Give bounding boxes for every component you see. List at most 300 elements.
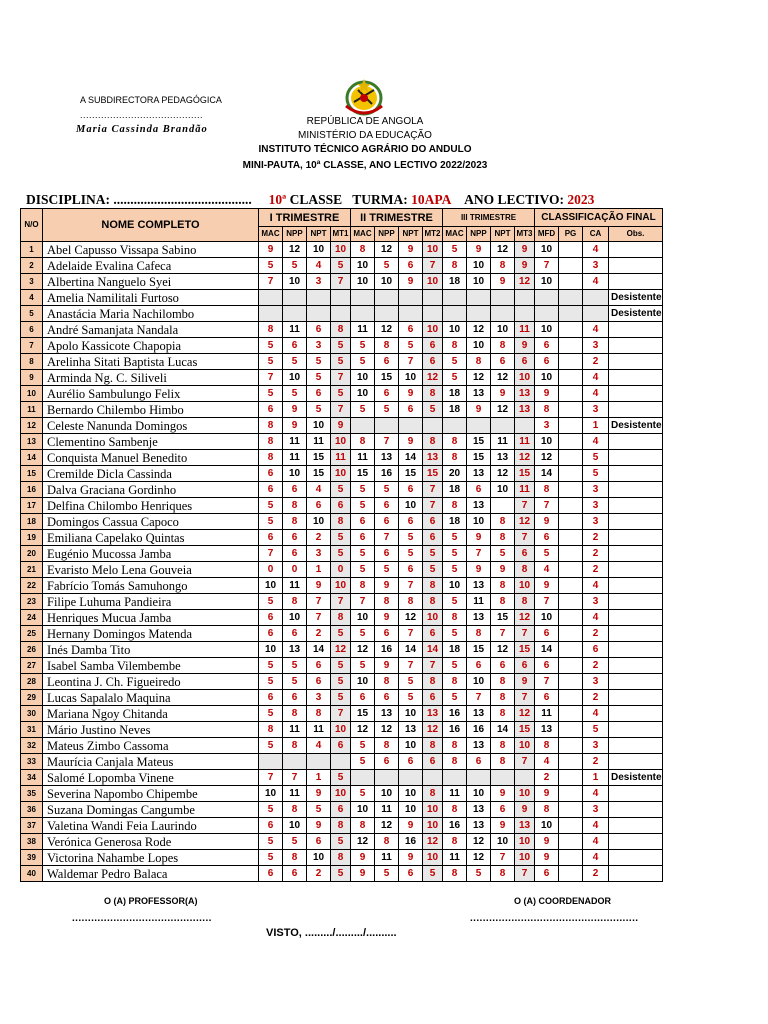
grade-t2-2: 5 bbox=[399, 674, 423, 690]
grade-t2-1: 6 bbox=[375, 690, 399, 706]
row-number: 35 bbox=[21, 786, 43, 802]
grade-mfd: 5 bbox=[535, 546, 559, 562]
grade-t2-2: 14 bbox=[399, 642, 423, 658]
grade-t2-1: 10 bbox=[375, 274, 399, 290]
grade-t2-2: 6 bbox=[399, 754, 423, 770]
student-name: Adelaide Evalina Cafeca bbox=[43, 258, 259, 274]
grade-t1-3: 10 bbox=[331, 786, 351, 802]
grade-t2-3: 12 bbox=[423, 834, 443, 850]
grade-t2-3: 10 bbox=[423, 818, 443, 834]
grade-t2-1: 6 bbox=[375, 386, 399, 402]
grade-mfd: 6 bbox=[535, 338, 559, 354]
coordinator-label: O (A) COORDENADOR bbox=[514, 896, 611, 906]
grade-t1-0 bbox=[259, 290, 283, 306]
grade-ca: 3 bbox=[583, 498, 609, 514]
grade-ca: 4 bbox=[583, 370, 609, 386]
observation bbox=[609, 610, 663, 626]
grade-t3-3: 7 bbox=[515, 866, 535, 882]
grade-t2-3 bbox=[423, 418, 443, 434]
grade-t3-2: 8 bbox=[491, 514, 515, 530]
grade-mfd: 10 bbox=[535, 242, 559, 258]
subheader-t1-1: NPP bbox=[283, 227, 307, 242]
grade-t3-3 bbox=[515, 770, 535, 786]
grade-t3-3: 10 bbox=[515, 850, 535, 866]
row-number: 7 bbox=[21, 338, 43, 354]
grade-mfd: 10 bbox=[535, 370, 559, 386]
student-name: Verónica Generosa Rode bbox=[43, 834, 259, 850]
grade-t2-2: 9 bbox=[399, 434, 423, 450]
grade-t2-0: 6 bbox=[351, 690, 375, 706]
grade-t2-0: 10 bbox=[351, 802, 375, 818]
grade-t2-2: 14 bbox=[399, 450, 423, 466]
grade-t1-0: 7 bbox=[259, 370, 283, 386]
student-name: Conquista Manuel Benedito bbox=[43, 450, 259, 466]
grade-t2-3: 7 bbox=[423, 258, 443, 274]
observation bbox=[609, 386, 663, 402]
grade-ca: 2 bbox=[583, 690, 609, 706]
grade-t1-1: 6 bbox=[283, 626, 307, 642]
grade-t2-1: 11 bbox=[375, 802, 399, 818]
grade-t3-2: 15 bbox=[491, 610, 515, 626]
grade-t1-1 bbox=[283, 306, 307, 322]
grade-ca: 2 bbox=[583, 530, 609, 546]
grade-t3-1 bbox=[467, 770, 491, 786]
grade-t1-1: 8 bbox=[283, 594, 307, 610]
trimester1-header: I TRIMESTRE bbox=[259, 209, 351, 227]
grade-mfd: 6 bbox=[535, 658, 559, 674]
grade-t2-1 bbox=[375, 418, 399, 434]
row-number: 30 bbox=[21, 706, 43, 722]
grade-t3-3: 12 bbox=[515, 706, 535, 722]
grade-t2-3: 7 bbox=[423, 482, 443, 498]
table-row bbox=[21, 354, 663, 370]
grade-t1-2: 15 bbox=[307, 450, 331, 466]
grade-t1-3: 12 bbox=[331, 642, 351, 658]
grade-t2-1 bbox=[375, 770, 399, 786]
grade-t1-3: 5 bbox=[331, 338, 351, 354]
grade-ca: 2 bbox=[583, 354, 609, 370]
grade-t3-0: 8 bbox=[443, 866, 467, 882]
observation bbox=[609, 850, 663, 866]
student-name: Cremilde Dicla Cassinda bbox=[43, 466, 259, 482]
grade-t2-1: 8 bbox=[375, 738, 399, 754]
table-row bbox=[21, 338, 663, 354]
grade-t2-3: 10 bbox=[423, 322, 443, 338]
grade-t1-0: 6 bbox=[259, 690, 283, 706]
grade-t2-2: 10 bbox=[399, 706, 423, 722]
grade-t3-3: 6 bbox=[515, 658, 535, 674]
year-label: ANO LECTIVO: bbox=[464, 192, 564, 207]
grade-t2-2: 7 bbox=[399, 578, 423, 594]
grade-t3-1: 10 bbox=[467, 274, 491, 290]
grade-t1-0: 6 bbox=[259, 402, 283, 418]
subheader-t3-3: MT3 bbox=[515, 227, 535, 242]
grade-t2-2: 6 bbox=[399, 258, 423, 274]
grade-t2-1: 11 bbox=[375, 850, 399, 866]
grade-pg bbox=[559, 786, 583, 802]
grade-t1-3: 5 bbox=[331, 530, 351, 546]
table-row bbox=[21, 386, 663, 402]
class-label: CLASSE bbox=[289, 192, 343, 207]
grade-t1-0: 8 bbox=[259, 450, 283, 466]
grade-t2-2: 16 bbox=[399, 834, 423, 850]
row-number: 32 bbox=[21, 738, 43, 754]
grade-t2-2 bbox=[399, 290, 423, 306]
grade-t3-2: 9 bbox=[491, 562, 515, 578]
grade-t2-2: 10 bbox=[399, 738, 423, 754]
grade-pg bbox=[559, 642, 583, 658]
table-row bbox=[21, 690, 663, 706]
grade-t3-2 bbox=[491, 770, 515, 786]
grade-t3-2: 10 bbox=[491, 482, 515, 498]
grade-t2-3: 6 bbox=[423, 338, 443, 354]
grade-mfd: 10 bbox=[535, 434, 559, 450]
grade-t2-1: 5 bbox=[375, 402, 399, 418]
grade-t3-3: 9 bbox=[515, 802, 535, 818]
student-name: Hernany Domingos Matenda bbox=[43, 626, 259, 642]
grade-t1-2: 9 bbox=[307, 786, 331, 802]
grade-t1-1: 11 bbox=[283, 722, 307, 738]
header-republic: REPÚBLICA DE ANGOLA bbox=[306, 116, 424, 127]
grade-t2-0 bbox=[351, 418, 375, 434]
grade-t3-1: 13 bbox=[467, 498, 491, 514]
grade-ca: 4 bbox=[583, 610, 609, 626]
grade-ca: 3 bbox=[583, 258, 609, 274]
grade-t2-0: 12 bbox=[351, 834, 375, 850]
grade-t2-0: 6 bbox=[351, 514, 375, 530]
grade-mfd: 10 bbox=[535, 322, 559, 338]
grade-t2-3: 10 bbox=[423, 610, 443, 626]
observation bbox=[609, 530, 663, 546]
grade-t3-1: 15 bbox=[467, 642, 491, 658]
grade-t3-2: 9 bbox=[491, 818, 515, 834]
grade-t1-0 bbox=[259, 306, 283, 322]
observation bbox=[609, 338, 663, 354]
grade-t1-0: 5 bbox=[259, 386, 283, 402]
grade-t2-2: 9 bbox=[399, 242, 423, 258]
discipline-line bbox=[26, 192, 666, 208]
grade-t1-1: 8 bbox=[283, 850, 307, 866]
grade-t2-1: 6 bbox=[375, 514, 399, 530]
grade-t2-3: 12 bbox=[423, 370, 443, 386]
final-header: CLASSIFICAÇÃO FINAL bbox=[535, 209, 663, 227]
grade-pg bbox=[559, 450, 583, 466]
grade-t1-3: 5 bbox=[331, 386, 351, 402]
student-name: Filipe Luhuma Pandieira bbox=[43, 594, 259, 610]
table-row bbox=[21, 802, 663, 818]
grade-t2-1: 9 bbox=[375, 658, 399, 674]
grade-t2-1 bbox=[375, 290, 399, 306]
grade-t1-1: 8 bbox=[283, 802, 307, 818]
grade-mfd: 9 bbox=[535, 578, 559, 594]
grade-t1-2: 6 bbox=[307, 674, 331, 690]
grade-t3-3: 6 bbox=[515, 546, 535, 562]
grade-t2-0: 6 bbox=[351, 530, 375, 546]
grade-t1-1: 6 bbox=[283, 866, 307, 882]
grade-t3-0: 5 bbox=[443, 562, 467, 578]
grade-t2-3: 12 bbox=[423, 722, 443, 738]
table-row bbox=[21, 258, 663, 274]
grade-t3-0 bbox=[443, 290, 467, 306]
observation bbox=[609, 706, 663, 722]
grade-t3-3: 13 bbox=[515, 386, 535, 402]
grade-t3-1: 8 bbox=[467, 354, 491, 370]
grade-mfd: 6 bbox=[535, 690, 559, 706]
grade-mfd: 14 bbox=[535, 466, 559, 482]
grade-t2-3: 6 bbox=[423, 690, 443, 706]
grade-t1-0: 5 bbox=[259, 850, 283, 866]
grade-t1-0: 7 bbox=[259, 274, 283, 290]
grade-t3-1: 5 bbox=[467, 866, 491, 882]
grade-t1-3: 5 bbox=[331, 658, 351, 674]
grade-t1-0: 5 bbox=[259, 738, 283, 754]
student-name: Arminda Ng. C. Siliveli bbox=[43, 370, 259, 386]
grade-t1-3 bbox=[331, 306, 351, 322]
grade-t3-0: 5 bbox=[443, 626, 467, 642]
subheader-t1-0: MAC bbox=[259, 227, 283, 242]
table-row bbox=[21, 706, 663, 722]
grade-mfd: 4 bbox=[535, 562, 559, 578]
grade-t3-3: 8 bbox=[515, 594, 535, 610]
grade-t2-0: 7 bbox=[351, 594, 375, 610]
grade-t3-1: 6 bbox=[467, 754, 491, 770]
grade-t2-0: 10 bbox=[351, 386, 375, 402]
grade-t1-1: 11 bbox=[283, 322, 307, 338]
grade-ca: 1 bbox=[583, 418, 609, 434]
grade-ca: 3 bbox=[583, 738, 609, 754]
subheader-t3-0: MAC bbox=[443, 227, 467, 242]
grade-t2-2: 9 bbox=[399, 850, 423, 866]
grade-t3-1: 12 bbox=[467, 370, 491, 386]
grade-t1-2: 5 bbox=[307, 402, 331, 418]
grade-t2-1: 5 bbox=[375, 866, 399, 882]
grade-t2-1: 5 bbox=[375, 258, 399, 274]
observation bbox=[609, 498, 663, 514]
grade-t1-2: 10 bbox=[307, 418, 331, 434]
grade-t1-2: 6 bbox=[307, 386, 331, 402]
grade-t3-3: 10 bbox=[515, 578, 535, 594]
student-name: Henriques Mucua Jamba bbox=[43, 610, 259, 626]
row-number: 11 bbox=[21, 402, 43, 418]
professor-label: O (A) PROFESSOR(A) bbox=[104, 896, 198, 906]
grade-mfd: 9 bbox=[535, 386, 559, 402]
grade-ca: 3 bbox=[583, 338, 609, 354]
grade-t2-1: 6 bbox=[375, 626, 399, 642]
grade-t1-3: 8 bbox=[331, 514, 351, 530]
grade-t3-0: 18 bbox=[443, 386, 467, 402]
grade-t2-3: 8 bbox=[423, 738, 443, 754]
grade-t2-1: 8 bbox=[375, 338, 399, 354]
subheader-final-2: CA bbox=[583, 227, 609, 242]
grade-ca: 2 bbox=[583, 562, 609, 578]
student-name: Abel Capusso Vissapa Sabino bbox=[43, 242, 259, 258]
observation bbox=[609, 786, 663, 802]
subdirector-title: A SUBDIRECTORA PEDAGÓGICA bbox=[80, 95, 222, 105]
grade-t3-1: 15 bbox=[467, 450, 491, 466]
professor-signature-line: ............................................ bbox=[72, 913, 212, 924]
grade-t1-0: 5 bbox=[259, 594, 283, 610]
grade-t3-0: 8 bbox=[443, 802, 467, 818]
grade-t3-1: 10 bbox=[467, 338, 491, 354]
grade-t2-3: 10 bbox=[423, 802, 443, 818]
grade-t3-2: 12 bbox=[491, 402, 515, 418]
grade-t3-1: 13 bbox=[467, 610, 491, 626]
grade-t3-0: 16 bbox=[443, 722, 467, 738]
grade-t3-2: 8 bbox=[491, 706, 515, 722]
grade-mfd: 9 bbox=[535, 514, 559, 530]
grade-t3-0: 11 bbox=[443, 850, 467, 866]
table-row bbox=[21, 818, 663, 834]
grade-t3-3: 9 bbox=[515, 242, 535, 258]
grade-t2-3: 7 bbox=[423, 658, 443, 674]
observation bbox=[609, 626, 663, 642]
grades-table bbox=[20, 208, 663, 882]
student-name: Celeste Nanunda Domingos bbox=[43, 418, 259, 434]
grade-t3-1: 7 bbox=[467, 690, 491, 706]
grade-t1-0: 5 bbox=[259, 706, 283, 722]
grade-t3-2: 12 bbox=[491, 642, 515, 658]
grade-t3-2: 9 bbox=[491, 274, 515, 290]
row-number: 33 bbox=[21, 754, 43, 770]
grade-ca: 2 bbox=[583, 626, 609, 642]
grade-t1-2: 3 bbox=[307, 546, 331, 562]
grade-t1-3: 10 bbox=[331, 466, 351, 482]
table-row bbox=[21, 578, 663, 594]
grade-pg bbox=[559, 546, 583, 562]
grade-mfd bbox=[535, 306, 559, 322]
grade-t1-3: 7 bbox=[331, 402, 351, 418]
grade-t3-1: 10 bbox=[467, 786, 491, 802]
table-row bbox=[21, 306, 663, 322]
grade-t2-2: 10 bbox=[399, 802, 423, 818]
grade-t1-2: 4 bbox=[307, 482, 331, 498]
grade-pg bbox=[559, 514, 583, 530]
trimester2-header: II TRIMESTRE bbox=[351, 209, 443, 227]
grade-t1-1: 9 bbox=[283, 402, 307, 418]
grade-mfd: 8 bbox=[535, 802, 559, 818]
grade-t1-1: 7 bbox=[283, 770, 307, 786]
observation: Desistente bbox=[609, 418, 663, 434]
grade-t1-2: 11 bbox=[307, 434, 331, 450]
grade-ca: 4 bbox=[583, 786, 609, 802]
table-row bbox=[21, 322, 663, 338]
grade-t1-2: 14 bbox=[307, 642, 331, 658]
grade-t3-2: 8 bbox=[491, 866, 515, 882]
grade-t2-1: 8 bbox=[375, 674, 399, 690]
observation bbox=[609, 466, 663, 482]
grade-t3-2: 14 bbox=[491, 722, 515, 738]
grade-t1-0: 10 bbox=[259, 578, 283, 594]
observation bbox=[609, 562, 663, 578]
grade-t2-0: 10 bbox=[351, 674, 375, 690]
grade-t1-3: 5 bbox=[331, 690, 351, 706]
grade-t3-0: 18 bbox=[443, 402, 467, 418]
grade-t1-2 bbox=[307, 290, 331, 306]
year-value: 2023 bbox=[567, 192, 595, 207]
grade-t1-0: 10 bbox=[259, 786, 283, 802]
grade-mfd: 8 bbox=[535, 482, 559, 498]
table-row bbox=[21, 418, 663, 434]
grade-t1-2: 8 bbox=[307, 706, 331, 722]
grade-t1-2 bbox=[307, 754, 331, 770]
grade-t3-2 bbox=[491, 290, 515, 306]
grade-t2-1: 7 bbox=[375, 530, 399, 546]
grade-t3-2: 8 bbox=[491, 578, 515, 594]
student-name: Arelinha Sitati Baptista Lucas bbox=[43, 354, 259, 370]
row-number: 39 bbox=[21, 850, 43, 866]
observation bbox=[609, 658, 663, 674]
grade-ca: 2 bbox=[583, 866, 609, 882]
grade-t3-0: 20 bbox=[443, 466, 467, 482]
row-number: 38 bbox=[21, 834, 43, 850]
grade-t3-3: 7 bbox=[515, 690, 535, 706]
grade-t3-3: 9 bbox=[515, 338, 535, 354]
grade-t3-1: 15 bbox=[467, 434, 491, 450]
grade-ca: 5 bbox=[583, 722, 609, 738]
student-name: Suzana Domingas Cangumbe bbox=[43, 802, 259, 818]
grade-t2-3: 6 bbox=[423, 754, 443, 770]
grade-t2-0: 10 bbox=[351, 274, 375, 290]
grade-pg bbox=[559, 594, 583, 610]
grade-t3-3: 12 bbox=[515, 610, 535, 626]
grade-mfd: 3 bbox=[535, 418, 559, 434]
grade-t2-0: 5 bbox=[351, 546, 375, 562]
grade-t2-1: 13 bbox=[375, 450, 399, 466]
grade-t1-2: 9 bbox=[307, 818, 331, 834]
row-number: 2 bbox=[21, 258, 43, 274]
grade-t1-2: 4 bbox=[307, 258, 331, 274]
grade-t1-0: 6 bbox=[259, 626, 283, 642]
grade-mfd: 9 bbox=[535, 786, 559, 802]
grade-t2-0: 12 bbox=[351, 642, 375, 658]
grade-t2-0: 5 bbox=[351, 354, 375, 370]
grade-ca: 4 bbox=[583, 834, 609, 850]
student-name: Valetina Wandi Feia Laurindo bbox=[43, 818, 259, 834]
grade-t3-0: 8 bbox=[443, 610, 467, 626]
row-number: 25 bbox=[21, 626, 43, 642]
grade-t3-3: 15 bbox=[515, 642, 535, 658]
grade-t1-3: 8 bbox=[331, 818, 351, 834]
grade-t2-2: 5 bbox=[399, 530, 423, 546]
grade-t3-2: 8 bbox=[491, 754, 515, 770]
observation bbox=[609, 818, 663, 834]
grade-t2-1: 9 bbox=[375, 578, 399, 594]
grade-t1-1: 9 bbox=[283, 418, 307, 434]
observation: Desistente bbox=[609, 290, 663, 306]
observation bbox=[609, 322, 663, 338]
grade-t1-2: 5 bbox=[307, 802, 331, 818]
grade-t1-2 bbox=[307, 306, 331, 322]
row-number: 37 bbox=[21, 818, 43, 834]
trimester3-header: III TRIMESTRE bbox=[443, 209, 535, 227]
grade-pg bbox=[559, 866, 583, 882]
grade-t2-2: 10 bbox=[399, 498, 423, 514]
grade-t1-1: 12 bbox=[283, 242, 307, 258]
angola-emblem-icon bbox=[338, 76, 390, 118]
grade-t1-2: 7 bbox=[307, 594, 331, 610]
grade-pg bbox=[559, 274, 583, 290]
grade-t3-0: 8 bbox=[443, 450, 467, 466]
grade-pg bbox=[559, 850, 583, 866]
grade-t3-3 bbox=[515, 418, 535, 434]
grade-t3-1: 12 bbox=[467, 322, 491, 338]
table-row bbox=[21, 402, 663, 418]
grade-t1-3: 7 bbox=[331, 370, 351, 386]
grade-pg bbox=[559, 386, 583, 402]
student-name: Eugénio Mucossa Jamba bbox=[43, 546, 259, 562]
grade-mfd: 10 bbox=[535, 610, 559, 626]
grade-t2-2: 9 bbox=[399, 386, 423, 402]
